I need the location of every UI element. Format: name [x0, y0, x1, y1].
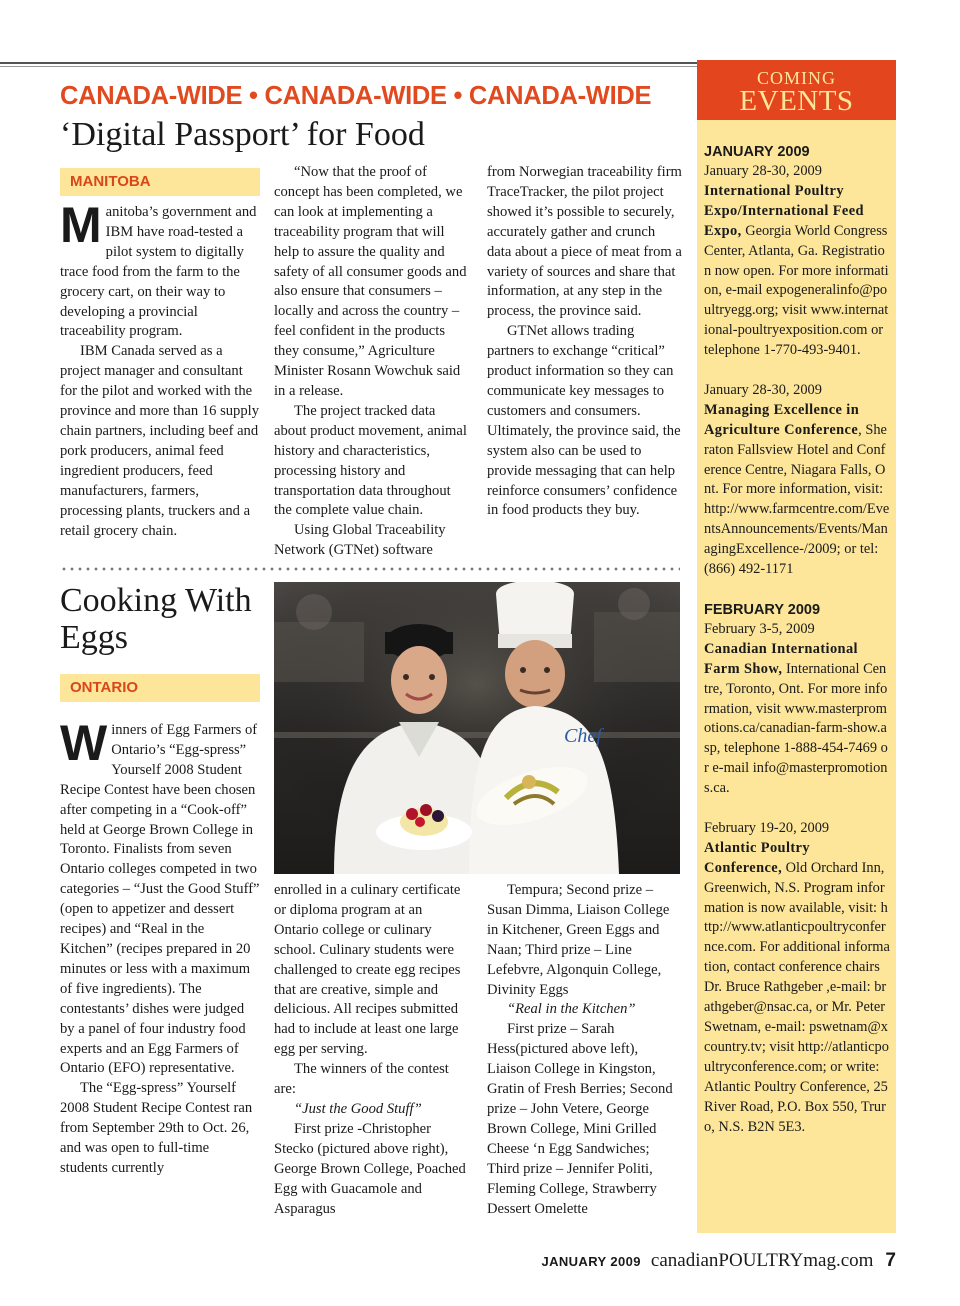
month-heading: JANUARY 2009 — [704, 144, 810, 160]
event-entry — [704, 819, 890, 1138]
chef-jacket-logo: Chef — [564, 725, 602, 747]
event-dates: February 3-5, 2009 — [704, 620, 815, 637]
article2-paragraph: enrolled in a culinary certificate or diploma program at an Ontario college or culinary school. Culinary students were challenged to create egg recipes that are creative, simple and delicious. All recipes submitted had to include at least one large egg per serving. — [274, 882, 461, 1058]
article1-column-1 — [60, 197, 260, 541]
article2-paragraph: Tempura; Second prize – Susan Dimma, Liaison College in Kitchener, Green Eggs and Naan; Third prize – Line Lefebvre, Algonquin College, Divinity Eggs — [487, 882, 670, 998]
event-dates: January 28-30, 2009 — [704, 163, 822, 179]
article-headline-2: Cooking With Eggs — [60, 582, 252, 656]
article1-paragraph: Using Global Traceability Network (GTNet) software — [274, 522, 446, 559]
category-heading: “Real in the Kitchen” — [507, 1001, 636, 1018]
events-list — [704, 142, 890, 1157]
article1-paragraph: “Now that the proof of concept has been completed, we can look at implementing a traceability program that will help to assure the quality and safety of all consumer goods and also ensure that consumers – locally and across the country – feel confident in the products they consume,” Agriculture Minister Rosann Wowchuk said in a release. — [274, 164, 467, 399]
article1-paragraph: GTNet allows trading partners to exchange “critical” product information so they can communicate key messages to customers and consumers. Ultimately, the province said, the system also can be used to provide messaging that can help reinforce consumers’ confidence in food products they buy. — [487, 323, 681, 519]
drop-cap: M — [60, 197, 102, 253]
event-name: Managing Excellence in Agriculture Conference — [704, 401, 860, 438]
event-entry — [704, 381, 890, 580]
article1-paragraph: from Norwegian traceability firm TraceTracker, the pilot project showed it’s possible to securely, accurately gather and crunch data about a piece of meat from a variety of sources and share that information, at any step in the process, the province said. — [487, 164, 682, 320]
article2-column-2 — [274, 881, 470, 1219]
event-name: Canadian International Farm Show, — [704, 640, 858, 677]
site-link[interactable]: canadianPOULTRYmag.com — [650, 1250, 874, 1271]
event-entry — [704, 620, 890, 799]
article2-paragraph: First prize – Sarah Hess(pictured above left), Liaison College in Kingston, Gratin of Fresh Berries; Second prize – John Vetere, George Brown College, Mini Grilled Cheese ‘n Egg Sandwiches; Third prize – Jennifer Politi, Fleming College, Strawberry Dessert Omelette — [487, 1021, 673, 1217]
event-details: Georgia World Congress Center, Atlanta, Ga. Registration now open. For more information, e-mail expogeneralinfo@poultryegg.org; visit www.international-poultryexposition.com or telephone 1-770-493-9401. — [704, 222, 889, 359]
article1-paragraph: The project tracked data about product movement, animal history and characteristics, processing history and transportation data throughout the complete value chain. — [274, 402, 467, 519]
article1-paragraph: Manitoba’s government and IBM have road-tested a pilot system to digitally trace food from the farm to the grocery cart, on their way to developing a provincial traceability program. — [60, 197, 257, 340]
events-label: EVENTS — [739, 85, 854, 117]
article1-paragraph: IBM Canada served as a project manager and consultant for the pilot and worked with the province and more than 16 supply chain partners, including beef and pork producers, animal feed ingredient producers, feed manufacturers, farmers, processing plants, truckers and a retail grocery chain. — [60, 343, 259, 539]
event-dates: January 28-30, 2009 — [704, 381, 822, 398]
article2-column-3 — [487, 881, 683, 1219]
article2-paragraph: Winners of Egg Farmers of Ontario’s “Egg-spress” Yourself 2008 Student Recipe Contest have been chosen after competing in a “Cook-off” held at George Brown College in Toronto. Finalists from seven Ontario colleges competed in two categories – “Just the Good Stuff” (open to appetizer and dessert recipes) and “Real in the Kitchen” (recipes prepared in 20 minutes or less with a maximum of five ingredients). The contestants’ dishes were judged by a panel of four industry food experts and an Egg Farmers of Ontario (EFO) representative. — [60, 715, 260, 1077]
event-details: , Sheraton Fallsview Hotel and Conference Centre, Niagara Falls, Ont. For more information, visit: http://www.farmcentre.com/EventsAnnouncements/Events/ManagingExcellence-/2009; or tel: (866) 492-1171 — [704, 421, 890, 578]
chefs-photo — [274, 582, 680, 874]
month-heading: FEBRUARY 2009 — [704, 601, 821, 618]
category-heading: “Just the Good Stuff” — [294, 1100, 422, 1117]
article2-paragraph: The “Egg-spress” Yourself 2008 Student Recipe Contest ran from September 29th to Oct. 26, and was open to full-time students currently — [60, 1080, 253, 1176]
event-entry — [704, 162, 890, 361]
event-details: Old Orchard Inn, Greenwich, N.S. Program information is now available, visit: http://www.atlanticpoultryconfernce.com. For additional information, contact conference chairs Dr. Bruce Rathgeber ,e-mail: brathgeber@nsac.ca, or Mr. Peter Swetnam, e-mail: pswetnam@xcountry.tv; visit http://atlanticpoultryconference.com; or write: Atlantic Poultry Conference, 25 River Road, P.O. Box 550, Truro, N.S. B2N 5E3. — [704, 859, 890, 1135]
article1-column-3 — [487, 163, 683, 521]
coming-label: COMING — [756, 68, 836, 88]
event-name: International Poultry Expo/International Feed Expo, — [704, 182, 864, 239]
events-sidebar-header — [697, 60, 896, 120]
article-headline: ‘Digital Passport’ for Food — [60, 116, 425, 153]
section-tag-manitoba: MANITOBA — [60, 168, 260, 196]
issue-date: JANUARY 2009 — [541, 1254, 641, 1269]
chefs-photo-illustration — [274, 582, 680, 874]
section-tag-ontario: ONTARIO — [60, 674, 260, 702]
section-kicker: CANADA-WIDE • CANADA-WIDE • CANADA-WIDE — [60, 82, 652, 110]
article2-paragraph: First prize -Christopher Stecko (pictured above right), George Brown College, Poached Egg with Guacamole and Asparagus — [274, 1120, 466, 1217]
article2-column-1 — [60, 715, 260, 1179]
event-dates: February 19-20, 2009 — [704, 819, 830, 836]
event-details: International Centre, Toronto, Ont. For more information, visit www.masterpromotions.ca/canadian-farm-show.asp, telephone 1-888-454-7469 or e-mail info@masterpromotions.ca. — [704, 660, 888, 797]
dotted-divider — [60, 566, 680, 572]
event-name: Atlantic Poultry Conference, — [704, 839, 810, 876]
drop-cap: W — [60, 715, 108, 771]
article2-paragraph: The winners of the contest are: — [274, 1061, 449, 1098]
top-rule-thin — [0, 66, 697, 67]
top-rule — [0, 62, 697, 64]
page-number: 7 — [885, 1250, 896, 1271]
page-footer — [541, 1250, 896, 1272]
article1-column-2 — [274, 163, 468, 561]
